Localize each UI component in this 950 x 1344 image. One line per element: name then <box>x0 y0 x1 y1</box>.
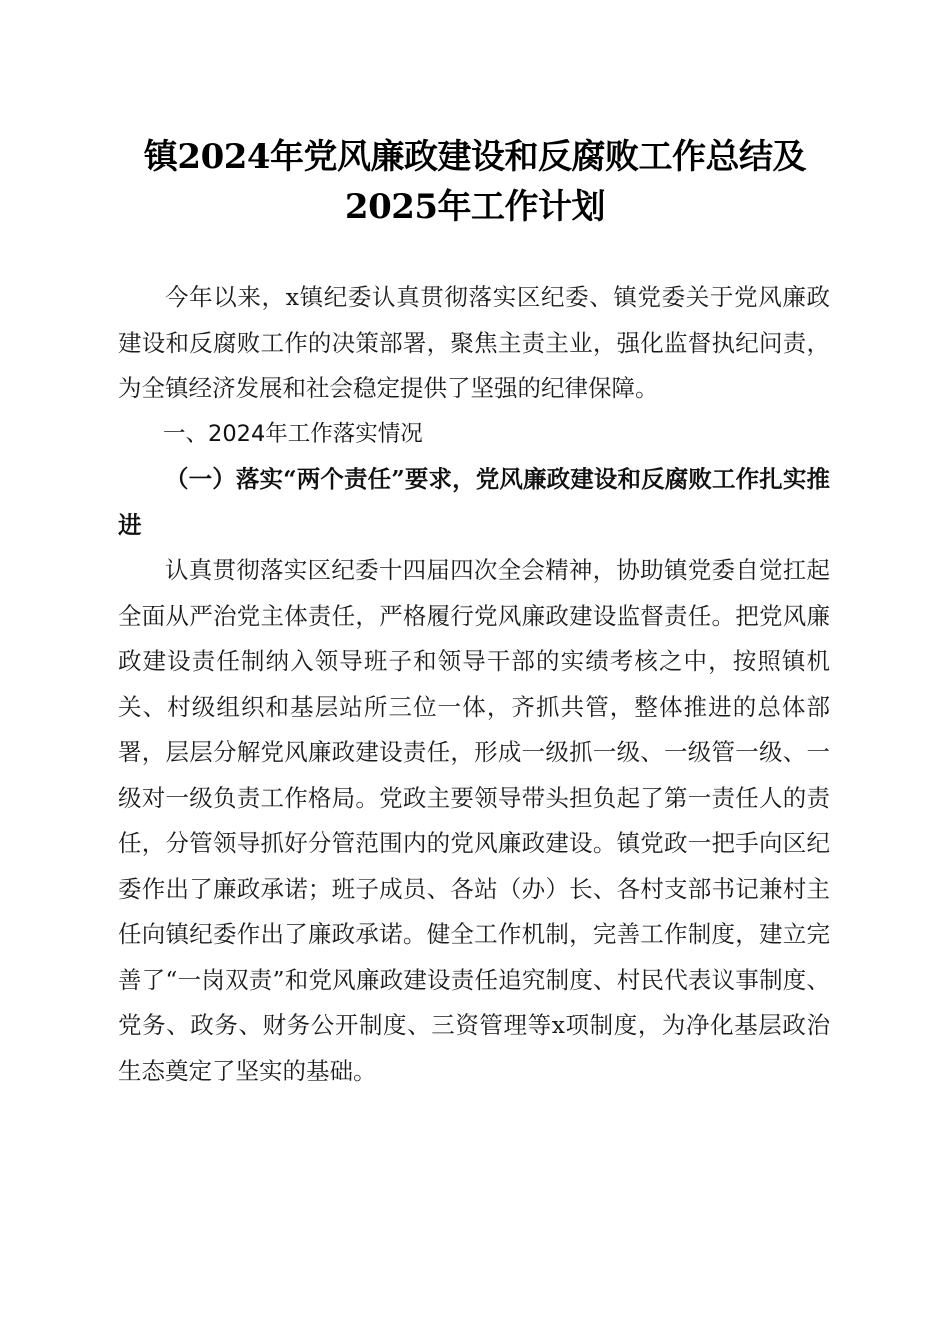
intro-paragraph: 今年以来，x镇纪委认真贯彻落实区纪委、镇党委关于党风廉政建设和反腐败工作的决策部署，聚焦主责主业，强化监督执纪问责，为全镇经济发展和社会稳定提供了坚强的纪律保障。 <box>118 283 830 402</box>
title-line-1: 镇2024年党风廉政建设和反腐败工作总结及 <box>143 137 807 177</box>
document-title <box>100 132 850 232</box>
document-body <box>118 275 830 1094</box>
section-1-heading: 一、2024年工作落实情况 <box>163 420 423 447</box>
subsection-1-heading: （一）落实“两个责任”要求，党风廉政建设和反腐败工作扎实推进 <box>118 465 830 539</box>
subsection-1-paragraph: 认真贯彻落实区纪委十四届四次全会精神，协助镇党委自觉扛起全面从严治党主体责任，严格履行党风廉政建设监督责任。把党风廉政建设责任制纳入领导班子和领导干部的实绩考核之中，按照镇机关、村级组织和基层站所三位一体，齐抓共管，整体推进的总体部署，层层分解党风廉政建设责任，形成一级抓一级、一级管一级、一级对一级负责工作格局。党政主要领导带头担负起了第一责任人的责任，分管领导抓好分管范围内的党风廉政建设。镇党政一把手向区纪委作出了廉政承诺；班子成员、各站（办）长、各村支部书记兼村主任向镇纪委作出了廉政承诺。健全工作机制，完善工作制度，建立完善了“一岗双责”和党风廉政建设责任追究制度、村民代表议事制度、党务、政务、财务公开制度、三资管理等x项制度，为净化基层政治生态奠定了坚实的基础。 <box>118 556 830 1085</box>
title-line-2: 2025年工作计划 <box>344 187 606 227</box>
